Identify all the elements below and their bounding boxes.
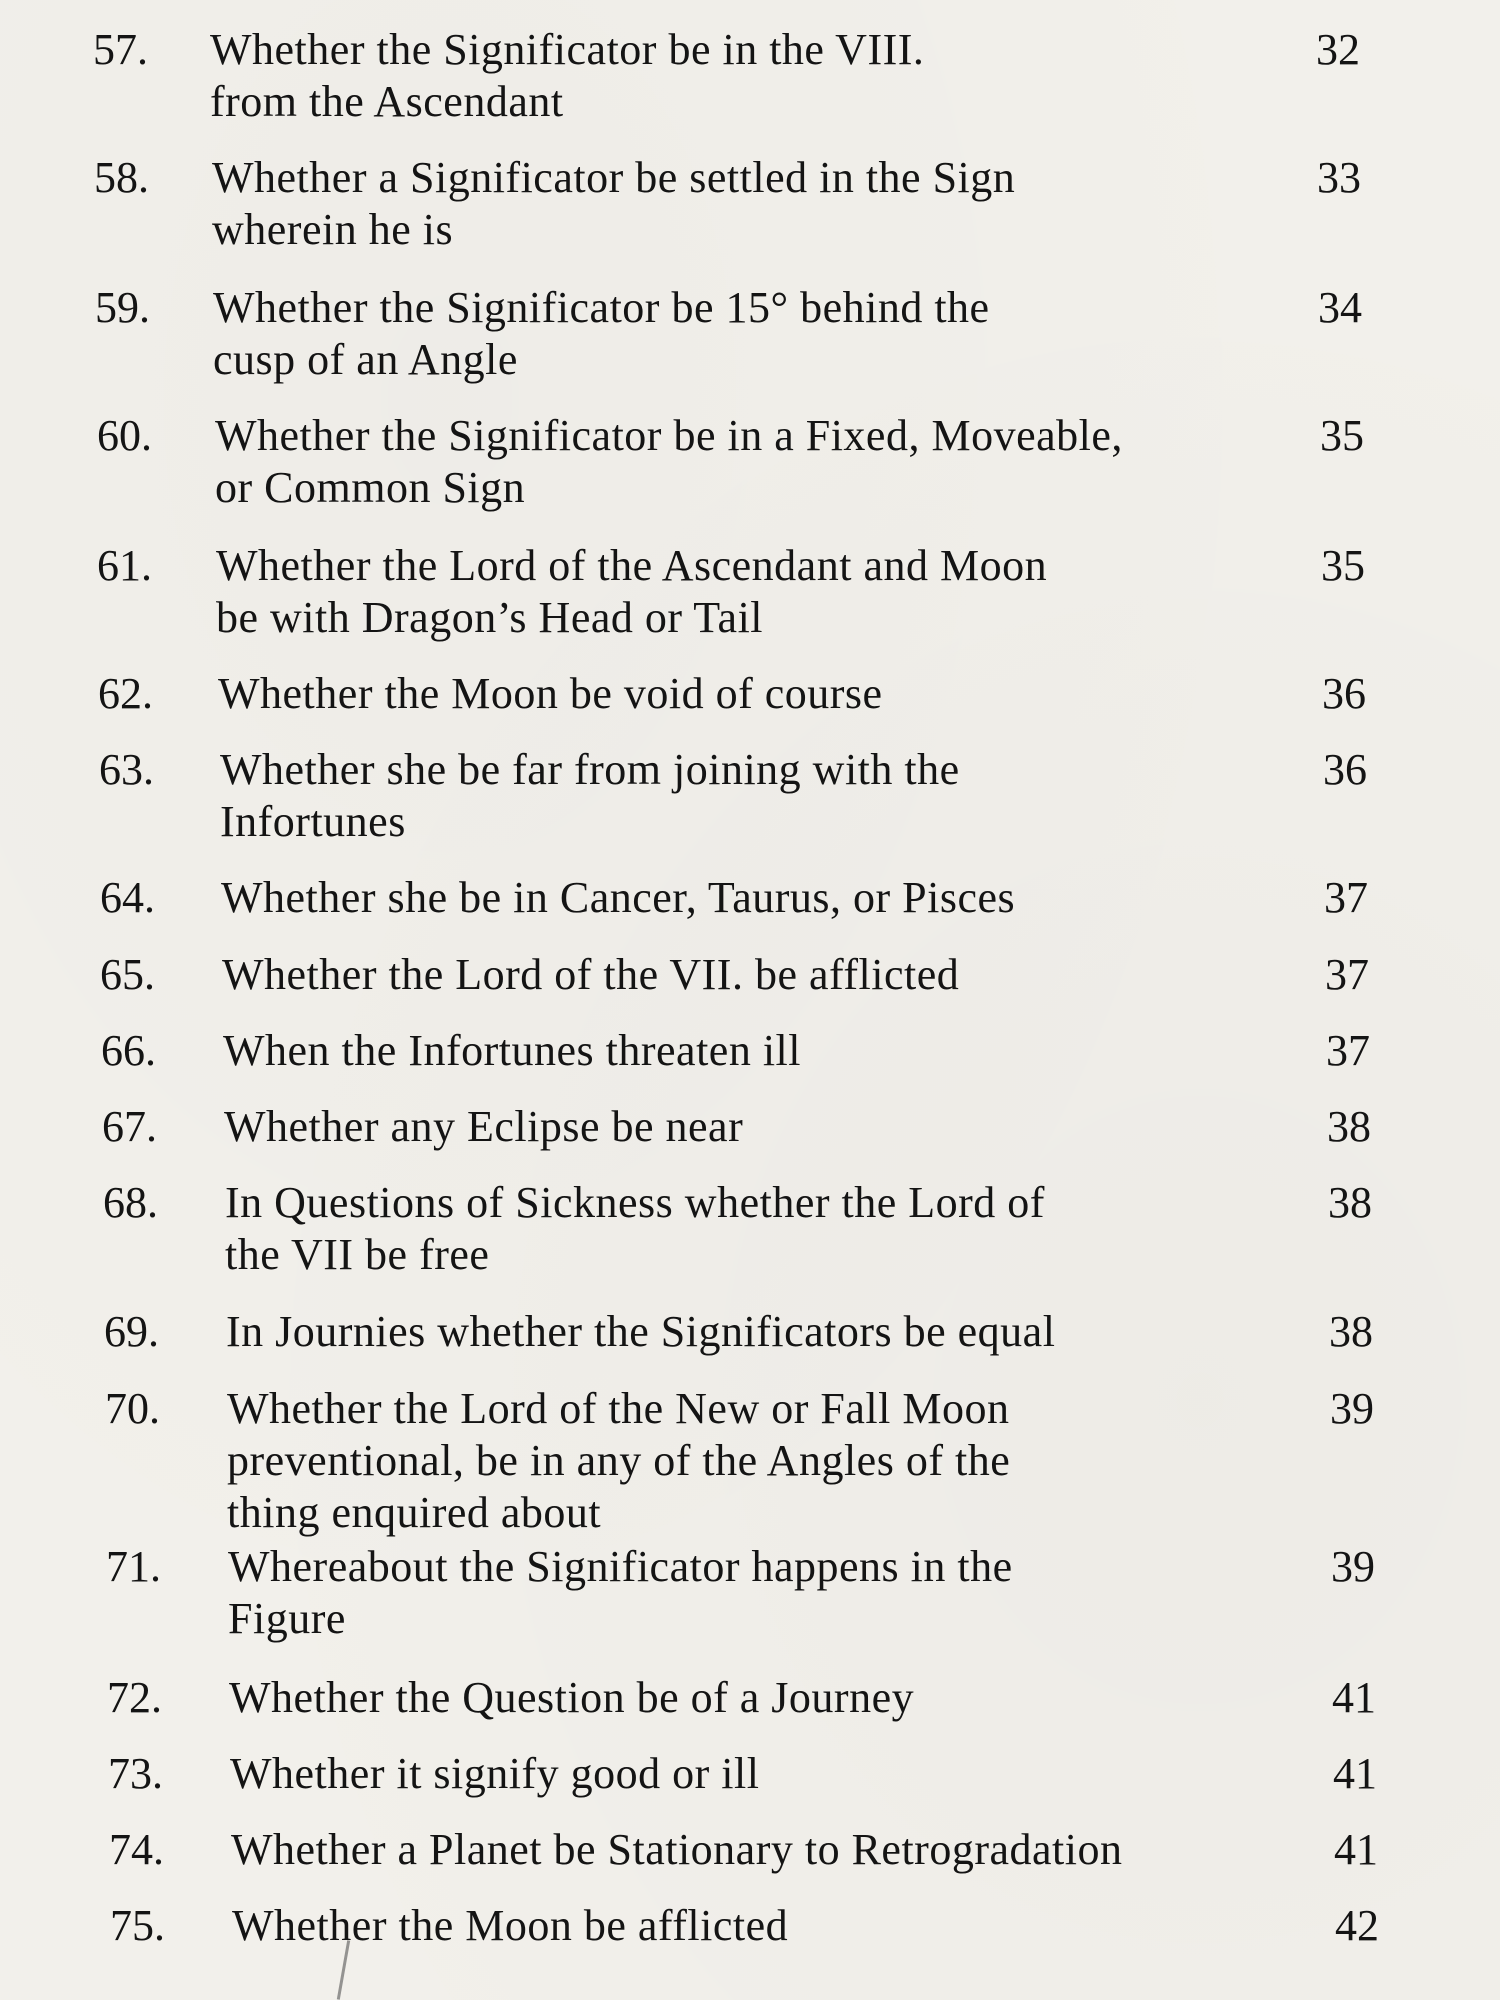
entry-number: 57. bbox=[93, 25, 148, 74]
entry-page: 41 bbox=[1334, 1825, 1378, 1874]
entry-page: 33 bbox=[1317, 153, 1361, 202]
entry-page: 39 bbox=[1330, 1384, 1374, 1433]
entry-page: 35 bbox=[1321, 541, 1365, 590]
entry-title: Whether the Question be of a Journey bbox=[229, 1673, 915, 1722]
entry-title: Whereabout the Significator happens in the Figure bbox=[228, 1542, 1013, 1643]
entry-page: 37 bbox=[1324, 873, 1368, 922]
entry-title: Whether the Significator be 15° behind the cusp of an Angle bbox=[213, 283, 990, 384]
entry-page: 36 bbox=[1323, 745, 1367, 794]
entry-page: 42 bbox=[1335, 1901, 1379, 1950]
entry-title: Whether she be far from joining with the Infortunes bbox=[220, 745, 960, 846]
entry-title: Whether any Eclipse be near bbox=[224, 1102, 744, 1151]
entry-number: 59. bbox=[95, 283, 150, 332]
entry-title: Whether the Moon be afflicted bbox=[232, 1901, 789, 1950]
entry-number: 62. bbox=[98, 669, 153, 718]
entry-title: In Journies whether the Significators be equal bbox=[226, 1307, 1056, 1356]
entry-page: 32 bbox=[1316, 25, 1360, 74]
entry-page: 37 bbox=[1326, 1026, 1370, 1075]
entry-title: Whether the Significator be in the VIII. from the Ascendant bbox=[210, 25, 925, 126]
entry-number: 65. bbox=[100, 950, 155, 999]
entry-number: 74. bbox=[109, 1825, 164, 1874]
entry-number: 71. bbox=[106, 1542, 161, 1591]
entry-page: 38 bbox=[1328, 1178, 1372, 1227]
entry-number: 68. bbox=[103, 1178, 158, 1227]
entry-title: In Questions of Sickness whether the Lord of the VII be free bbox=[225, 1178, 1045, 1279]
entry-title: Whether she be in Cancer, Taurus, or Pisces bbox=[221, 873, 1016, 922]
entry-page: 35 bbox=[1320, 411, 1364, 460]
entry-title: Whether the Moon be void of course bbox=[218, 669, 883, 718]
entry-title: When the Infortunes threaten ill bbox=[223, 1026, 802, 1075]
entry-page: 38 bbox=[1327, 1102, 1371, 1151]
entry-number: 61. bbox=[97, 541, 152, 590]
entry-page: 37 bbox=[1325, 950, 1369, 999]
entry-number: 70. bbox=[105, 1384, 160, 1433]
entry-number: 69. bbox=[104, 1307, 159, 1356]
entry-title: Whether the Significator be in a Fixed, Moveable, or Common Sign bbox=[215, 411, 1123, 512]
entry-number: 64. bbox=[100, 873, 155, 922]
entry-number: 75. bbox=[110, 1901, 165, 1950]
entry-number: 60. bbox=[97, 411, 152, 460]
entry-number: 66. bbox=[101, 1026, 156, 1075]
entry-number: 58. bbox=[94, 153, 149, 202]
entry-page: 36 bbox=[1322, 669, 1366, 718]
entry-number: 73. bbox=[108, 1749, 163, 1798]
entry-title: Whether a Planet be Stationary to Retrogradation bbox=[231, 1825, 1123, 1874]
entry-page: 38 bbox=[1329, 1307, 1373, 1356]
entry-number: 72. bbox=[107, 1673, 162, 1722]
entry-title: Whether the Lord of the New or Fall Moon preventional, be in any of the Angles of the thing enquired about bbox=[227, 1384, 1011, 1537]
entry-page: 34 bbox=[1318, 283, 1362, 332]
entry-title: Whether it signify good or ill bbox=[230, 1749, 760, 1798]
entry-page: 41 bbox=[1333, 1749, 1377, 1798]
entry-page: 41 bbox=[1332, 1673, 1376, 1722]
entry-title: Whether the Lord of the VII. be afflicted bbox=[222, 950, 960, 999]
entry-number: 67. bbox=[102, 1102, 157, 1151]
entry-number: 63. bbox=[99, 745, 154, 794]
entry-title: Whether a Significator be settled in the Sign wherein he is bbox=[212, 153, 1016, 254]
entry-title: Whether the Lord of the Ascendant and Moon be with Dragon’s Head or Tail bbox=[216, 541, 1048, 642]
entry-page: 39 bbox=[1331, 1542, 1375, 1591]
